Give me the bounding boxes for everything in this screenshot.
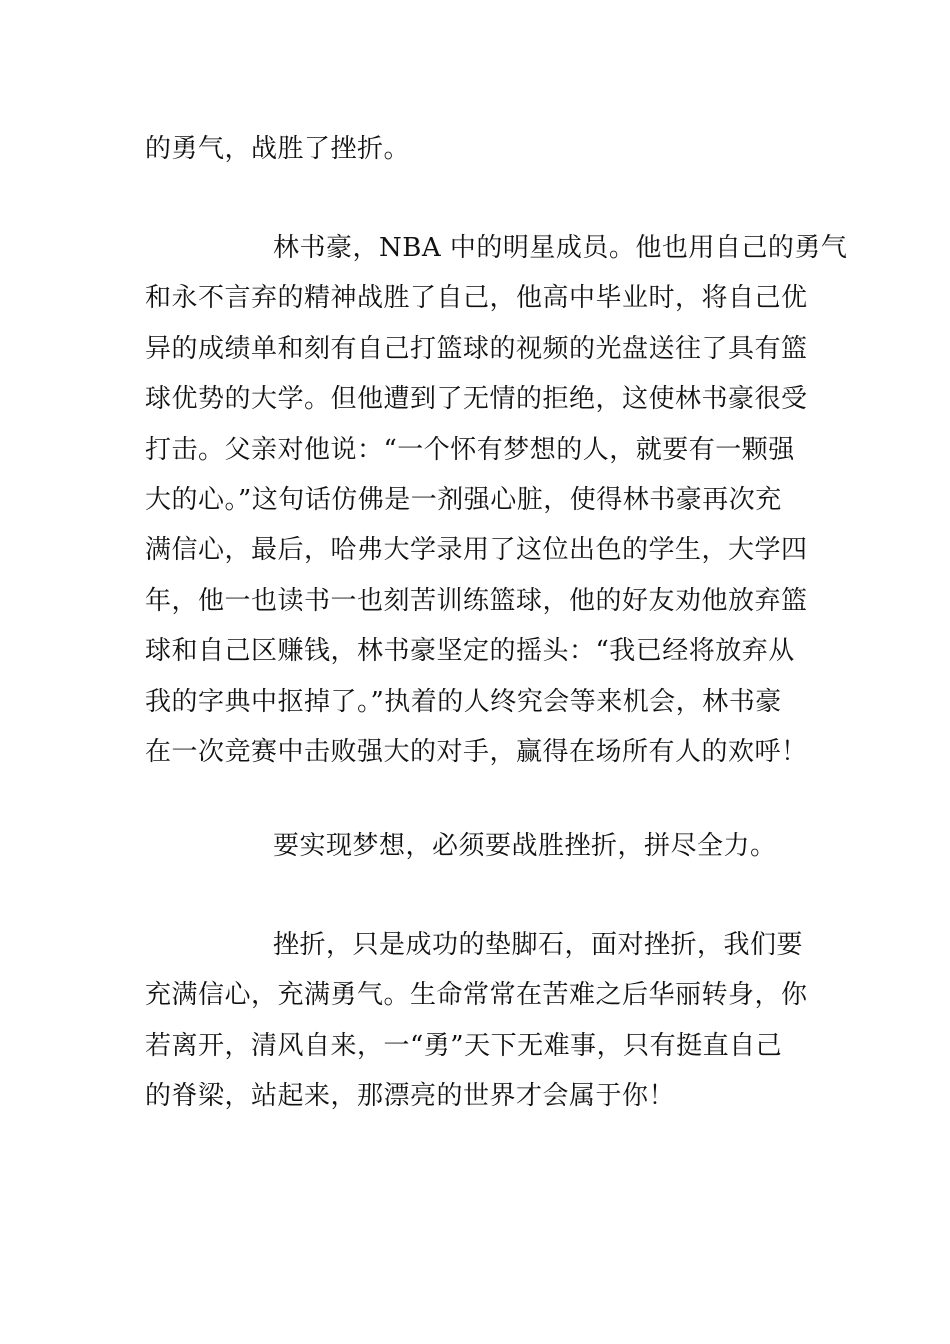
- text-line: 球和自己区赚钱，林书豪坚定的摇头：“我已经将放弃从: [145, 636, 795, 667]
- paragraph-conclusion-short: [145, 821, 810, 871]
- paragraph-continuation: [145, 124, 810, 174]
- text-line: 异的成绩单和刻有自己打篮球的视频的光盘送往了具有篮: [145, 333, 808, 364]
- paragraph-conclusion: [145, 920, 810, 1122]
- paragraph-lin-shuhao: [145, 223, 848, 777]
- text-line: 大的心。”这句话仿佛是一剂强心脏，使得林书豪再次充: [145, 484, 782, 515]
- text-line: 和永不言弃的精神战胜了自己，他高中毕业时，将自己优: [145, 283, 808, 314]
- text-line: 满信心，最后，哈弗大学录用了这位出色的学生，大学四: [145, 535, 808, 566]
- text-line: 若离开，清风自来，一“勇”天下无难事，只有挺直自己: [145, 1030, 783, 1061]
- text-line: 年，他一也读书一也刻苦训练篮球，他的好友劝他放弃篮: [145, 585, 808, 616]
- text-line: 的勇气，战胜了挫折。: [145, 134, 411, 164]
- text-line: 林书豪，NBA 中的明星成员。他也用自己的勇气: [273, 233, 848, 263]
- text-line: 球优势的大学。但他遭到了无情的拒绝，这使林书豪很受: [145, 384, 808, 415]
- text-line: 要实现梦想，必须要战胜挫折，拼尽全力。: [273, 831, 777, 861]
- text-line: 挫折，只是成功的垫脚石，面对挫折，我们要: [273, 930, 804, 960]
- text-line: 充满信心，充满勇气。生命常常在苦难之后华丽转身，你: [145, 980, 808, 1011]
- text-line: 打击。父亲对他说：“一个怀有梦想的人，就要有一颗强: [145, 434, 795, 465]
- text-line: 在一次竞赛中击败强大的对手，赢得在场所有人的欢呼！: [145, 736, 808, 767]
- text-line: 的脊梁，站起来，那漂亮的世界才会属于你！: [145, 1081, 676, 1112]
- text-line: 我的字典中抠掉了。”执着的人终究会等来机会，林书豪: [145, 686, 782, 717]
